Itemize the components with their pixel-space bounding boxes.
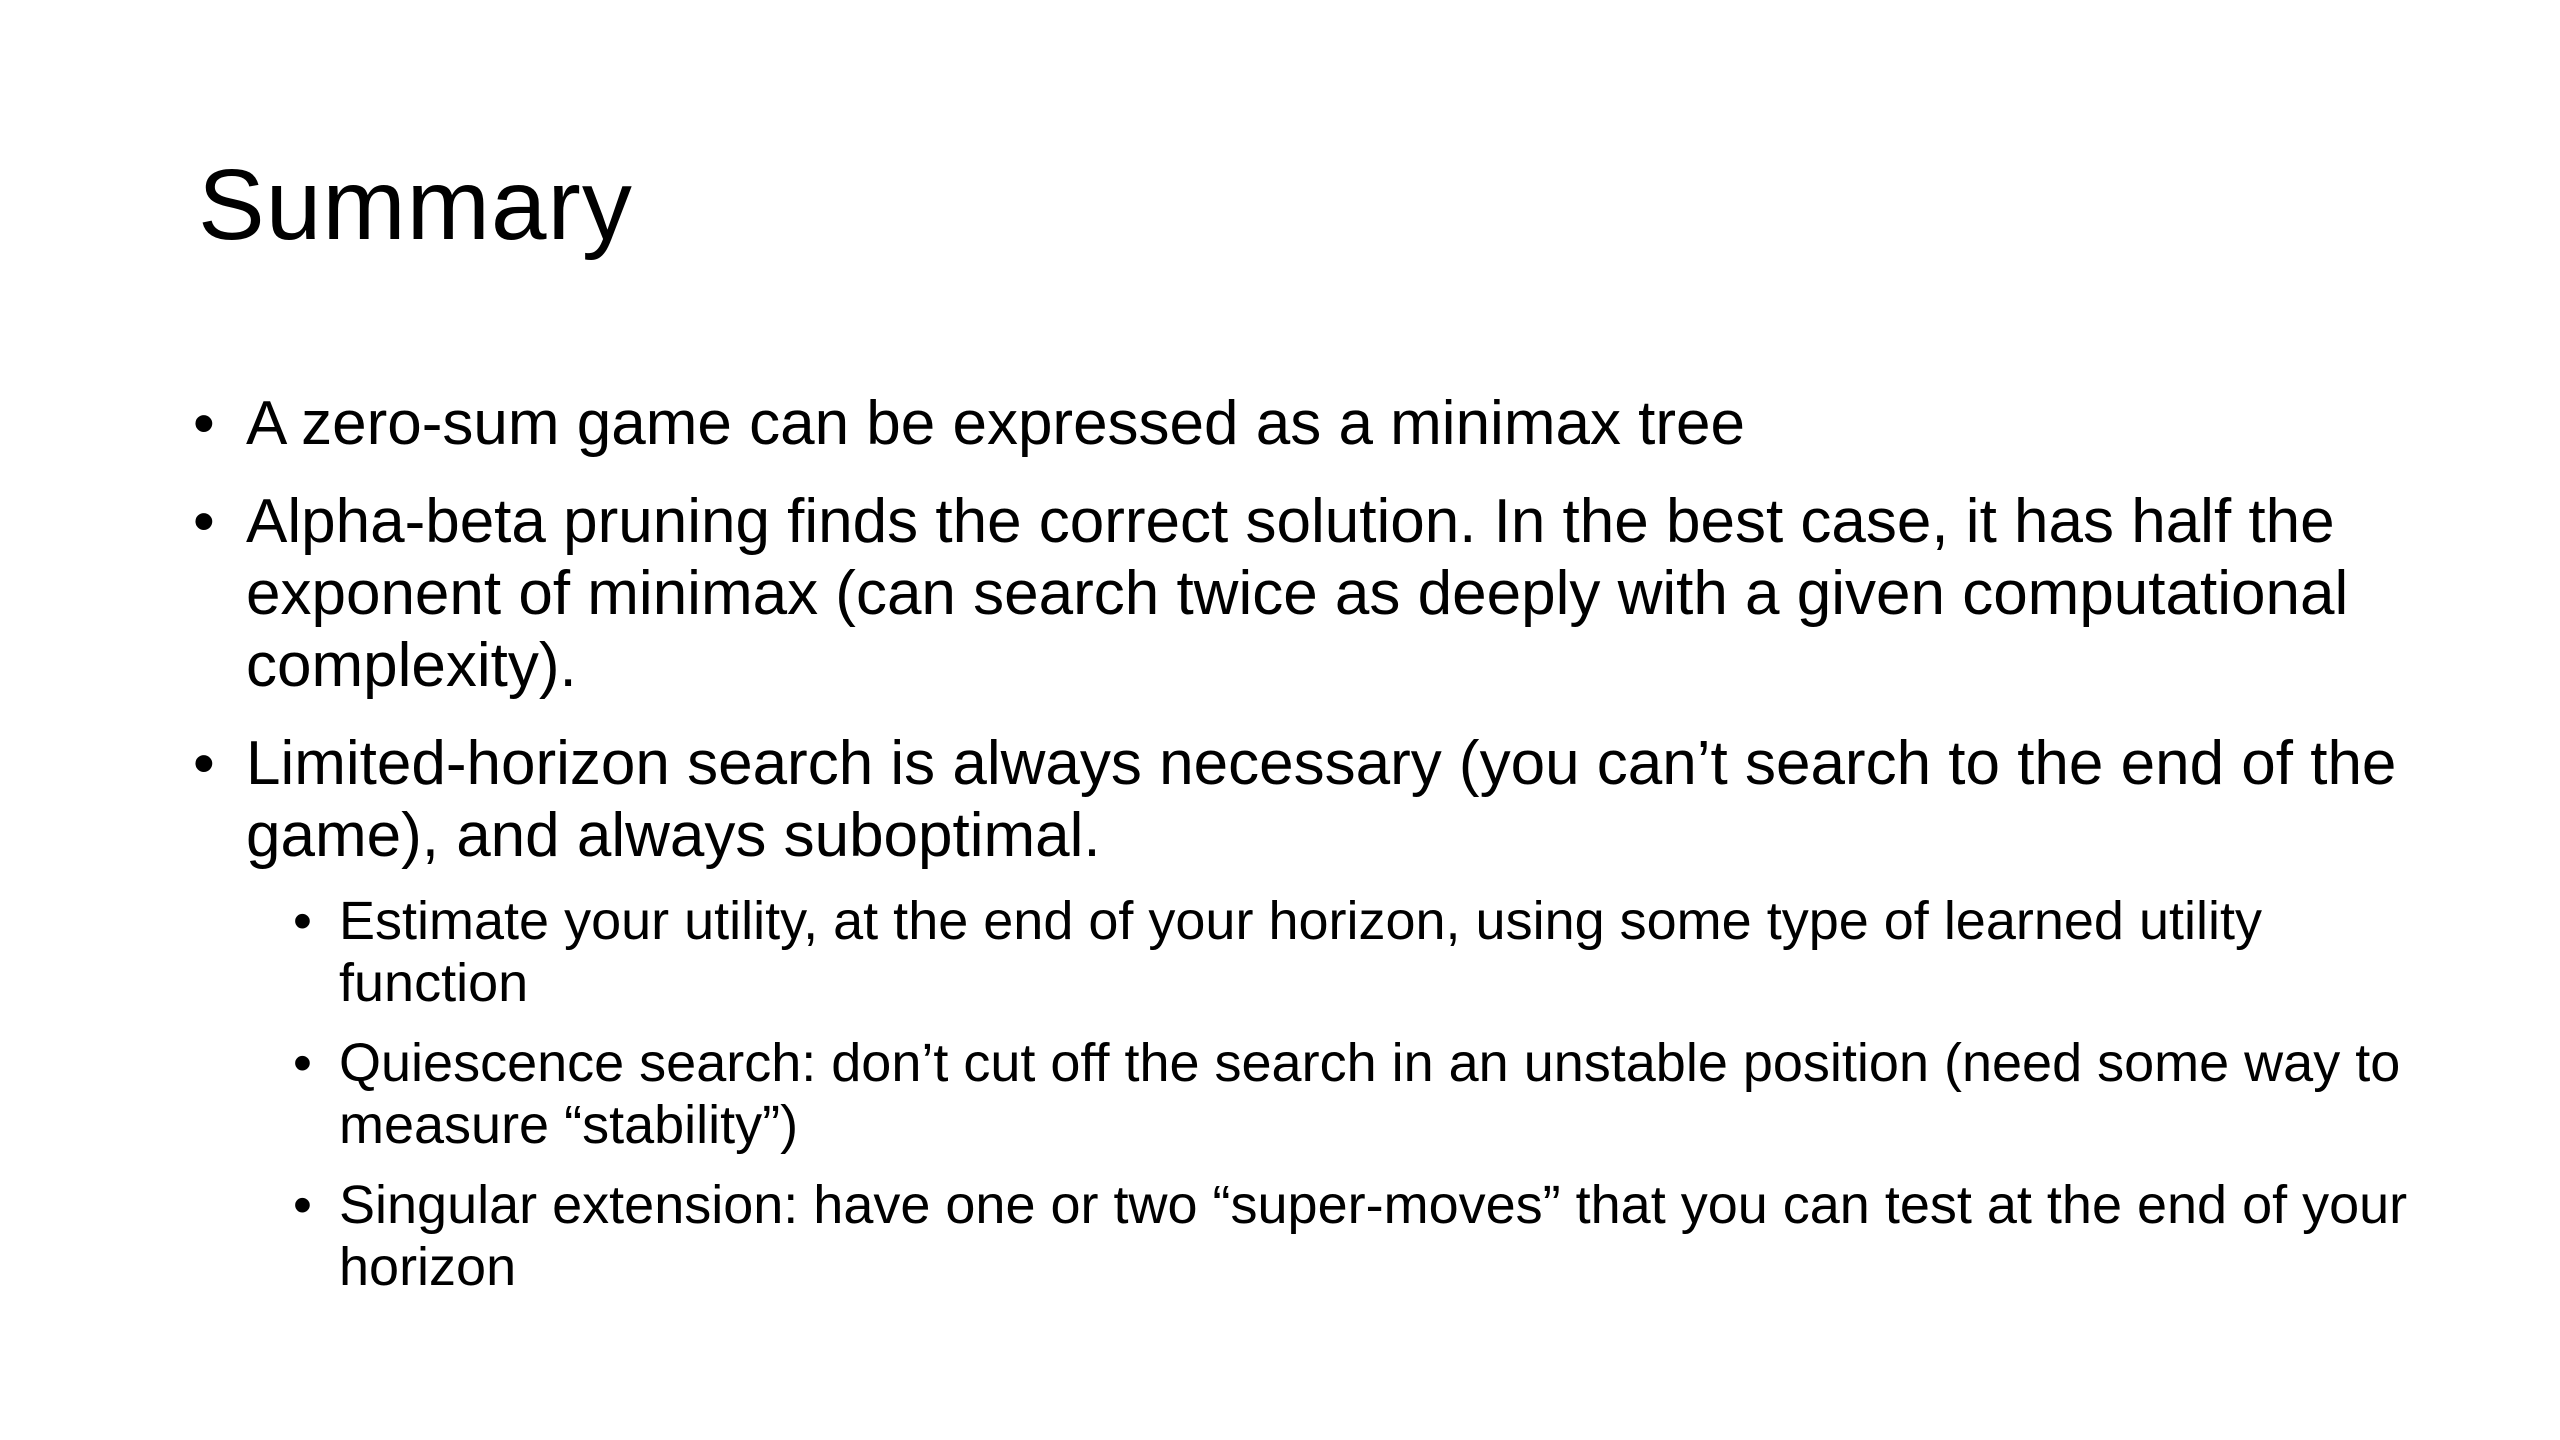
bullet-glyph: • <box>193 729 215 798</box>
sub-bullet-text: Singular extension: have one or two “super-moves” that you can test at the end of your horizon <box>339 1175 2408 1297</box>
sub-bullet-item <box>293 1174 2423 1298</box>
sub-bullet-item <box>293 890 2423 1014</box>
slide-title: Summary <box>198 149 633 261</box>
sub-bullet-glyph: • <box>293 1033 312 1093</box>
bullet-text: A zero-sum game can be expressed as a minimax tree <box>246 389 1746 458</box>
sub-bullet-item <box>293 1032 2423 1156</box>
bullet-item <box>193 486 2423 702</box>
bullet-glyph: • <box>193 487 215 556</box>
sub-bullet-list <box>193 890 2423 1298</box>
bullet-glyph: • <box>193 389 215 458</box>
bullet-item <box>193 728 2423 872</box>
bullet-text: Limited-horizon search is always necessary (you can’t search to the end of the game), and always suboptimal. <box>246 729 2397 870</box>
sub-bullet-text: Quiescence search: don’t cut off the search in an unstable position (need some way to measure “stability”) <box>339 1033 2401 1155</box>
sub-bullet-glyph: • <box>293 1175 312 1235</box>
slide-content <box>193 388 2423 1316</box>
sub-bullet-text: Estimate your utility, at the end of your horizon, using some type of learned utility function <box>339 891 2262 1013</box>
sub-bullet-glyph: • <box>293 891 312 951</box>
bullet-item <box>193 388 2423 460</box>
bullet-text: Alpha-beta pruning finds the correct solution. In the best case, it has half the exponent of minimax (can search twice as deeply with a given computational complexity). <box>246 487 2349 700</box>
